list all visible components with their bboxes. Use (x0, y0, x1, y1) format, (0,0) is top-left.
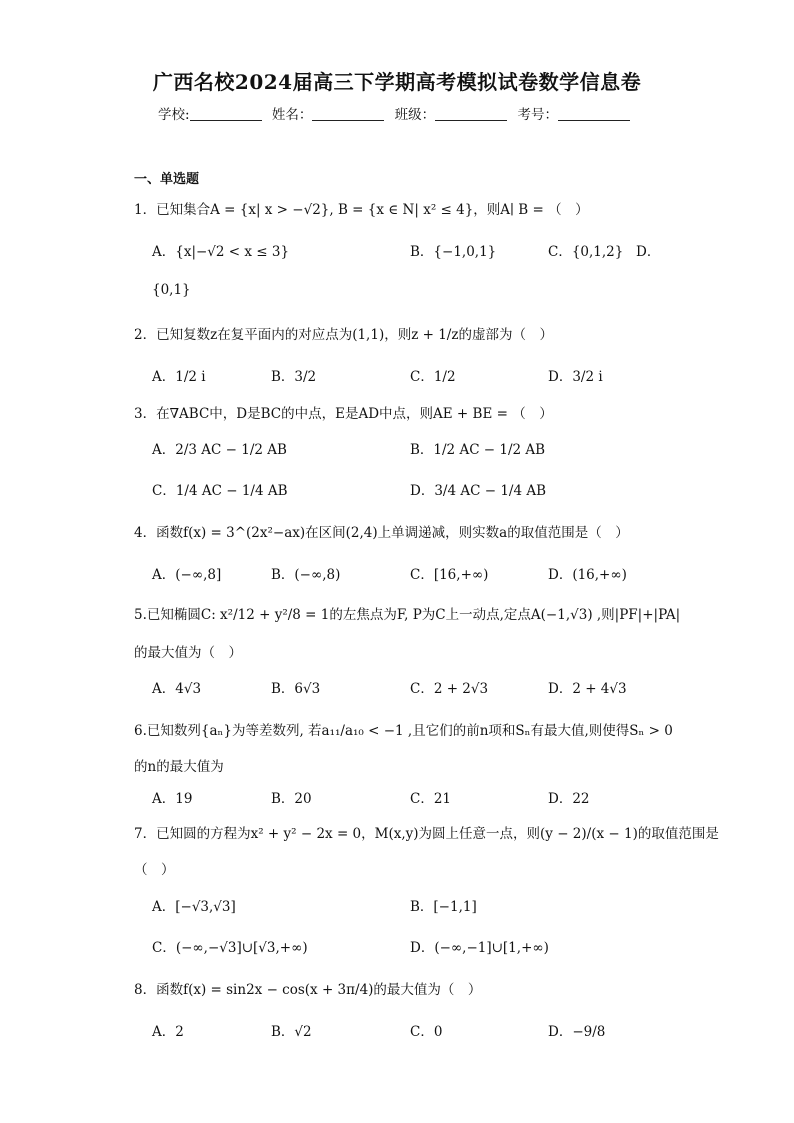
question-number: 3． (134, 406, 157, 422)
option-d[interactable]: D．3/4 AC − 1/4 AB (410, 483, 547, 499)
option-c[interactable]: C．0 (410, 1024, 443, 1040)
school-label: 学校: (158, 107, 190, 123)
question-3 (134, 402, 553, 422)
question-stem: 已知集合A = {x| x > −√2}, B = {x ∈ N| x² ≤ 4}，则A∣ B = （ ） (156, 202, 589, 218)
question-6 (134, 719, 673, 739)
option-d[interactable]: D．2 + 4√3 (548, 681, 627, 697)
option-d[interactable]: D．3/2 i (548, 369, 603, 385)
option-b[interactable]: B．6√3 (271, 681, 321, 697)
question-5-continued: 的最大值为（ ） (134, 645, 242, 661)
option-a[interactable]: A．2 (152, 1024, 184, 1040)
number-blank[interactable] (558, 106, 630, 121)
question-number: 8． (134, 982, 157, 998)
question-number: 6. (134, 723, 147, 739)
name-label: 姓名： (271, 107, 313, 123)
question-stem: 已知椭圆C: x²/12 + y²/8 = 1的左焦点为F, P为C上一动点,定点A(−1,√3) ,则|PF|+|PA| (146, 607, 681, 623)
option-c[interactable]: C．(−∞,−√3]∪[√3,+∞) (152, 940, 308, 956)
option-c[interactable]: C．21 (410, 791, 452, 807)
option-b[interactable]: B．1/2 AC − 1/2 AB (410, 442, 546, 458)
option-d[interactable]: D．(16,+∞) (548, 567, 627, 583)
question-8 (134, 978, 481, 998)
question-number: 2． (134, 327, 157, 343)
section-heading: 一、单选题 (134, 172, 200, 187)
question-stem: 函数f(x) = 3^(2x²−ax)在区间(2,4)上单调递减，则实数a的取值范围是（ ） (156, 525, 629, 541)
option-a[interactable]: A．4√3 (152, 681, 202, 697)
question-number: 5. (134, 607, 147, 623)
page-title: 广西名校2024届高三下学期高考模拟试卷数学信息卷 (152, 70, 642, 94)
option-b[interactable]: B．√2 (271, 1024, 312, 1040)
question-stem: 在∇ABC中，D是BC的中点，E是AD中点，则AE + BE = （ ） (156, 406, 553, 422)
option-b[interactable]: B．(−∞,8) (271, 567, 341, 583)
number-label: 考号： (517, 107, 558, 123)
option-b[interactable]: B．{−1,0,1} (410, 244, 497, 260)
question-stem: 已知圆的方程为x² + y² − 2x = 0，M(x,y)为圆上任意一点，则(y − 2)/(x − 1)的取值范围是 (156, 826, 719, 842)
student-info-line (0, 103, 794, 123)
name-blank[interactable] (312, 106, 384, 121)
class-label: 班级： (394, 107, 436, 123)
question-5 (134, 603, 680, 623)
option-c[interactable]: C．1/4 AC − 1/4 AB (152, 483, 288, 499)
option-d[interactable]: D． (636, 244, 661, 260)
option-d[interactable]: D．22 (548, 791, 590, 807)
option-b[interactable]: B．20 (271, 791, 312, 807)
option-a[interactable]: A．1/2 i (152, 369, 206, 385)
question-7 (134, 822, 719, 842)
option-a[interactable]: A．19 (152, 791, 193, 807)
option-a[interactable]: A．{x|−√2 < x ≤ 3} (152, 244, 290, 260)
option-b[interactable]: B．[−1,1] (410, 899, 477, 915)
question-number: 1． (134, 202, 157, 218)
option-c[interactable]: C．1/2 (410, 369, 456, 385)
option-c[interactable]: C．{0,1,2} (548, 244, 624, 260)
option-d[interactable]: D．(−∞,−1]∪[1,+∞) (410, 940, 549, 956)
option-d-value[interactable]: {0,1} (152, 282, 191, 298)
option-d[interactable]: D．−9/8 (548, 1024, 606, 1040)
option-a[interactable]: A．(−∞,8] (152, 567, 222, 583)
question-2 (134, 323, 553, 343)
option-a[interactable]: A．[−√3,√3] (152, 899, 236, 915)
option-c[interactable]: C．[16,+∞) (410, 567, 489, 583)
question-number: 7． (134, 826, 157, 842)
option-a[interactable]: A．2/3 AC − 1/2 AB (152, 442, 287, 458)
question-stem: 已知数列{aₙ}为等差数列, 若a₁₁/a₁₀ < −1 ,且它们的前n项和Sₙ有最大值,则使得Sₙ > 0 (146, 723, 673, 739)
question-6-continued: 的n的最大值为 (134, 759, 224, 775)
question-4 (134, 521, 629, 541)
question-number: 4． (134, 525, 157, 541)
question-7-continued: （ ） (134, 862, 175, 878)
question-stem: 已知复数z在复平面内的对应点为(1,1)，则z + 1/z的虚部为（ ） (156, 327, 553, 343)
question-1 (134, 198, 589, 218)
question-stem: 函数f(x) = sin2x − cos(x + 3π/4)的最大值为（ ） (156, 982, 482, 998)
school-blank[interactable] (190, 106, 262, 121)
option-c[interactable]: C．2 + 2√3 (410, 681, 489, 697)
option-b[interactable]: B．3/2 (271, 369, 317, 385)
class-blank[interactable] (435, 106, 507, 121)
